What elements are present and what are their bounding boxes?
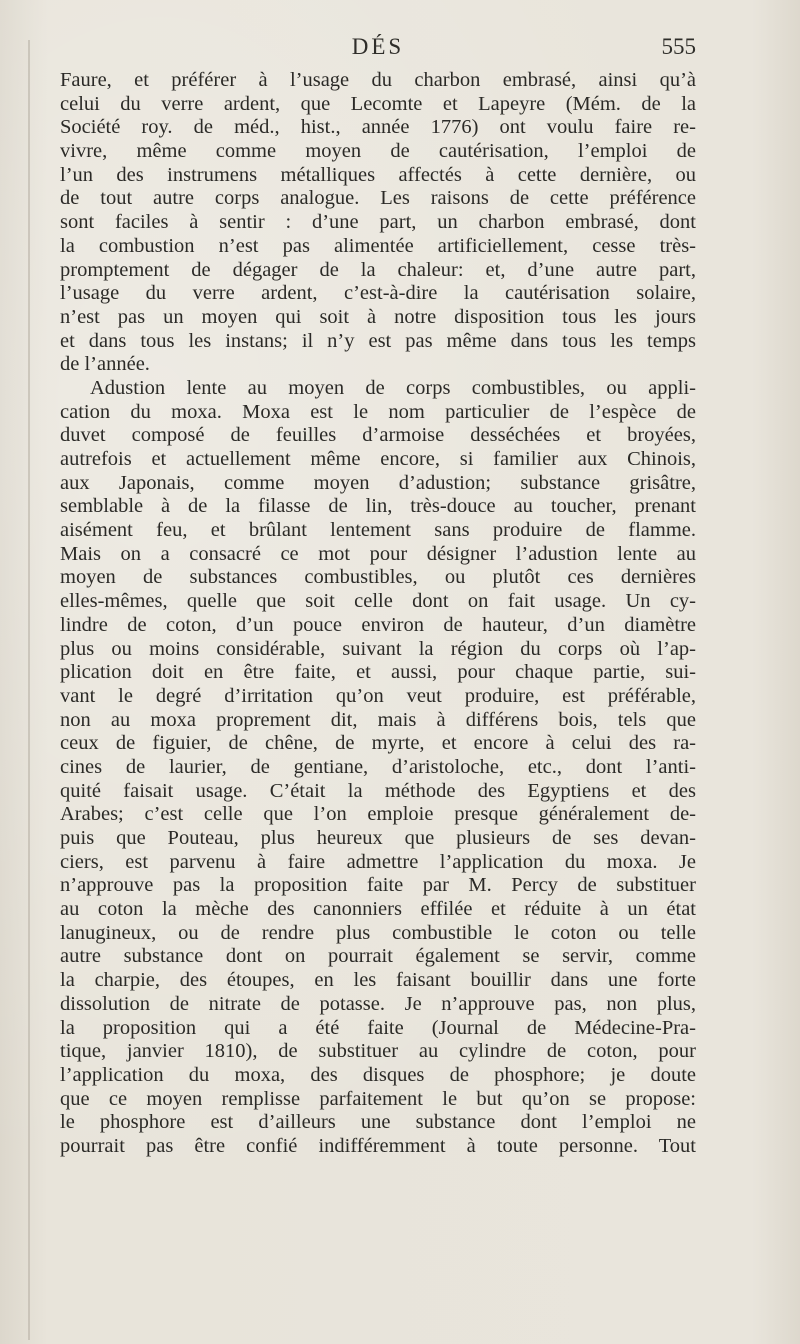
text-line: l’usage du verre ardent, c’est-à-dire la cautérisation solaire, <box>60 282 696 305</box>
text-line: que ce moyen remplisse parfaitement le but qu’on se propose: <box>60 1087 696 1110</box>
text-line: Société roy. de méd., hist., année 1776) ont voulu faire re- <box>60 116 696 139</box>
text-line: tique, janvier 1810), de substituer au cylindre de coton, pour <box>60 1040 696 1063</box>
text-line: de l’année. <box>60 353 150 376</box>
text-line: la combustion n’est pas alimentée artificiellement, cesse très- <box>60 234 696 257</box>
text-line: vant le degré d’irritation qu’on veut produire, est préférable, <box>60 684 696 707</box>
text-line: de tout autre corps analogue. Les raisons de cette préférence <box>60 187 696 210</box>
text-line: semblable à de la filasse de lin, très-douce au toucher, prenant <box>60 495 696 518</box>
text-line: aisément feu, et brûlant lentement sans produire de flamme. <box>60 519 696 542</box>
text-line: au coton la mèche des canonniers effilée et réduite à un état <box>60 898 696 921</box>
text-line: elles-mêmes, quelle que soit celle dont on fait usage. Un cy- <box>60 590 696 613</box>
text-line: ciers, est parvenu à faire admettre l’application du moxa. Je <box>60 850 696 873</box>
text-line: ceux de figuier, de chêne, de myrte, et encore à celui des ra- <box>60 732 696 755</box>
text-line: le phosphore est d’ailleurs une substance dont l’emploi ne <box>60 1111 696 1134</box>
text-line: moyen de substances combustibles, ou plutôt ces dernières <box>60 566 696 589</box>
text-line: Arabes; c’est celle que l’on emploie presque généralement de- <box>60 803 696 826</box>
text-line: la charpie, des étoupes, en les faisant bouillir dans une forte <box>60 969 696 992</box>
page-number: 555 <box>661 34 696 59</box>
text-line: et dans tous les instans; il n’y est pas même dans tous les temps <box>60 329 696 352</box>
text-line: lindre de coton, d’un pouce environ de hauteur, d’un diamètre <box>60 613 696 636</box>
text-line: lanugineux, ou de rendre plus combustible le coton ou telle <box>60 921 696 944</box>
text-line: quité faisait usage. C’était la méthode des Egyptiens et des <box>60 779 696 802</box>
text-line: sont faciles à sentir : d’une part, un charbon embrasé, dont <box>60 211 696 234</box>
text-line-paragraph-start: Adustion lente au moyen de corps combustibles, ou appli- <box>90 376 696 399</box>
text-line: aux Japonais, comme moyen d’adustion; substance grisâtre, <box>60 471 696 494</box>
page-header <box>60 34 696 66</box>
text-line: Faure, et préférer à l’usage du charbon embrasé, ainsi qu’à <box>60 69 696 91</box>
text-line: autrefois et actuellement même encore, si familier aux Chinois, <box>60 448 696 470</box>
text-line: celui du verre ardent, que Lecomte et Lapeyre (Mém. de la <box>60 92 696 115</box>
text-line: cines de laurier, de gentiane, d’aristoloche, etc., dont l’anti- <box>60 755 696 778</box>
running-title: DÉS <box>351 34 405 59</box>
text-line: non au moxa proprement dit, mais à différens bois, tels que <box>60 708 696 731</box>
body-text <box>60 69 696 1159</box>
binding-edge-shadow <box>28 40 30 1340</box>
text-line: promptement de dégager de la chaleur: et, d’une autre part, <box>60 258 696 281</box>
text-line: plication doit en être faite, et aussi, pour chaque partie, sui- <box>60 661 696 684</box>
text-line: cation du moxa. Moxa est le nom particulier de l’espèce de <box>60 400 696 423</box>
text-line: l’un des instrumens métalliques affectés à cette dernière, ou <box>60 163 696 186</box>
text-line: Mais on a consacré ce mot pour désigner l’adustion lente au <box>60 542 696 565</box>
text-line: la proposition qui a été faite (Journal de Médecine-Pra- <box>60 1016 696 1039</box>
text-line: dissolution de nitrate de potasse. Je n’approuve pas, non plus, <box>60 992 696 1015</box>
text-line: pourrait pas être confié indifféremment à toute personne. Tout <box>60 1134 696 1157</box>
text-line: n’est pas un moyen qui soit à notre disposition tous les jours <box>60 305 696 328</box>
text-line: vivre, même comme moyen de cautérisation, l’emploi de <box>60 140 696 163</box>
text-line: puis que Pouteau, plus heureux que plusieurs de ses devan- <box>60 827 696 849</box>
text-line: plus ou moins considérable, suivant la région du corps où l’ap- <box>60 637 696 660</box>
text-line: autre substance dont on pourrait également se servir, comme <box>60 945 696 968</box>
text-line: l’application du moxa, des disques de phosphore; je doute <box>60 1063 696 1086</box>
text-line: n’approuve pas la proposition faite par M. Percy de substituer <box>60 874 696 897</box>
text-line: duvet composé de feuilles d’armoise desséchées et broyées, <box>60 424 696 447</box>
